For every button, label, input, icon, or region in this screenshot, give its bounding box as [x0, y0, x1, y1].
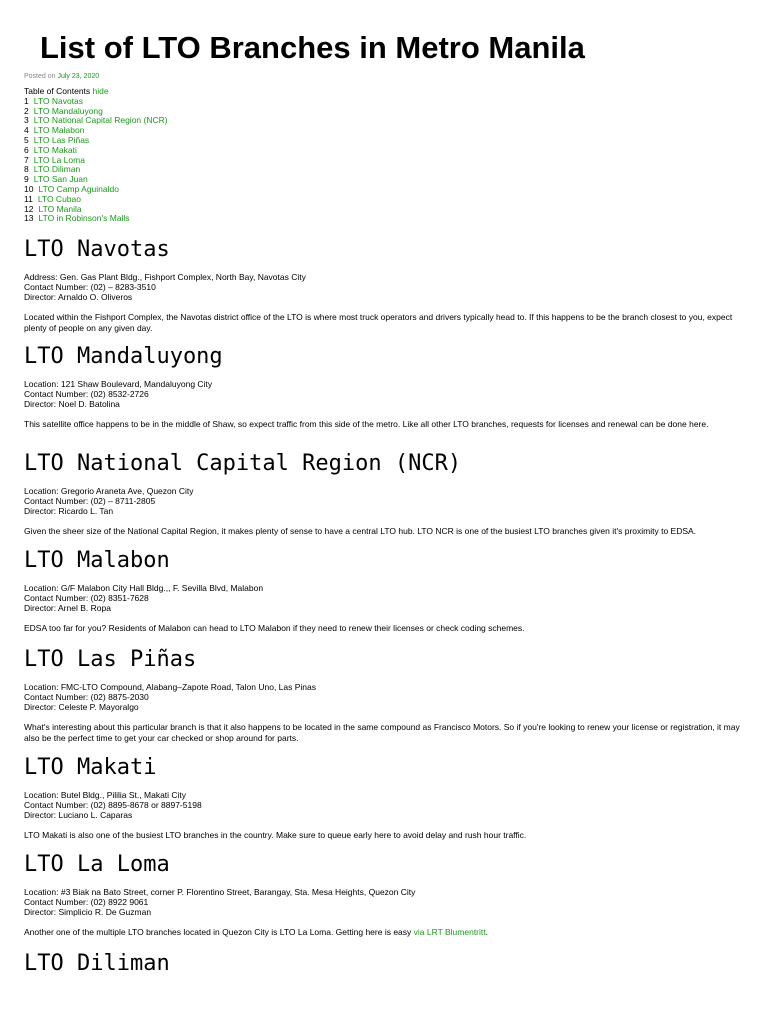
branch-director: Director: Arnel B. Ropa: [24, 603, 111, 613]
branch-details: [24, 790, 744, 820]
branch-description: EDSA too far for you? Residents of Malabon can head to LTO Malabon if they need to renew their licenses or check coding schemes.: [24, 623, 525, 633]
branch-director: Director: Luciano L. Caparas: [24, 810, 133, 820]
toc-item-number: 10: [24, 183, 34, 194]
toc-list: [24, 97, 168, 224]
branch-director: Director: Noel D. Batolina: [24, 399, 120, 409]
toc-item-number: 8: [24, 164, 29, 175]
toc-item-link[interactable]: LTO Manila: [38, 203, 82, 214]
toc-item-link[interactable]: LTO Makati: [33, 144, 77, 155]
branch-section-ncr: [24, 450, 744, 537]
toc-item-number: 5: [24, 134, 29, 145]
section-heading: LTO Mandaluyong: [24, 344, 223, 369]
toc-item-number: 7: [24, 154, 29, 165]
branch-contact: Contact Number: (02) 8532-2726: [24, 389, 149, 399]
posted-date-line: [24, 72, 99, 81]
toc-item: [24, 214, 168, 224]
branch-section-diliman: [24, 950, 744, 978]
toc-item-number: 4: [24, 125, 29, 136]
toc-item-number: 2: [24, 105, 29, 116]
branch-description-text: Another one of the multiple LTO branches located in Quezon City is LTO La Loma. Getting here is easy: [24, 927, 412, 937]
toc-item-link[interactable]: LTO Camp Aguinaldo: [38, 183, 119, 194]
section-heading: LTO National Capital Region (NCR): [24, 451, 462, 476]
branch-description-end: .: [485, 927, 488, 937]
branch-section-la-loma: [24, 851, 744, 938]
branch-description: Given the sheer size of the National Capital Region, it makes plenty of sense to have a central LTO hub. LTO NCR is one of the busiest LTO branches given it's proximity to EDSA.: [24, 526, 697, 536]
branch-location: Location: Gregorio Araneta Ave, Quezon City: [24, 486, 194, 496]
branch-location: Location: FMC-LTO Compound, Alabang–Zapote Road, Talon Uno, Las Pinas: [24, 682, 317, 692]
toc-hide-toggle[interactable]: hide: [92, 86, 109, 96]
branch-location: Location: G/F Malabon City Hall Bldg.,, F. Sevilla Blvd, Malabon: [24, 583, 264, 593]
branch-section-malabon: [24, 547, 744, 634]
page-title: List of LTO Branches in Metro Manila: [40, 30, 585, 65]
branch-section-las-pinas: [24, 646, 744, 743]
toc-item-link[interactable]: LTO Mandaluyong: [33, 105, 103, 116]
section-heading: LTO Malabon: [24, 548, 170, 573]
toc-item-link[interactable]: LTO Las Piñas: [33, 134, 90, 145]
toc-item-link[interactable]: LTO Navotas: [33, 95, 84, 106]
branch-director: Director: Ricardo L. Tan: [24, 506, 114, 516]
toc-item-link[interactable]: LTO San Juan: [33, 174, 88, 185]
section-heading: LTO La Loma: [24, 852, 170, 877]
toc-heading: Table of Contents: [24, 86, 91, 96]
toc-item-link[interactable]: LTO Cubao: [37, 193, 81, 204]
toc-item-link[interactable]: LTO La Loma: [33, 154, 85, 165]
section-heading: LTO Makati: [24, 755, 157, 780]
toc-item-number: 11: [24, 193, 33, 204]
branch-description: LTO Makati is also one of the busiest LTO branches in the country. Make sure to queue early here to avoid delay and rush hour traffic.: [24, 830, 527, 840]
toc-item-number: 13: [24, 213, 34, 224]
toc-item-link[interactable]: LTO Malabon: [33, 125, 85, 136]
branch-director: Director: Arnaldo O. Oliveros: [24, 292, 133, 302]
branch-contact: Contact Number: (02) 8895-8678 or 8897-5198: [24, 800, 202, 810]
branch-details: [24, 583, 744, 613]
branch-contact: Contact Number: (02) 8351-7628: [24, 593, 149, 603]
toc-item-link[interactable]: LTO Diliman: [33, 164, 81, 175]
branch-location: Address: Gen. Gas Plant Bldg., Fishport Complex, North Bay, Navotas City: [24, 272, 306, 282]
branch-contact: Contact Number: (02) – 8283-3510: [24, 282, 156, 292]
section-heading: LTO Navotas: [24, 237, 170, 262]
posted-prefix: Posted on: [24, 73, 56, 80]
branch-description: Located within the Fishport Complex, the Navotas district office of the LTO is where most truck operators and drivers typically head to. If this happens to be the branch closest to you, expect plenty of people on any given day.: [24, 312, 733, 333]
branch-description: What's interesting about this particular branch is that it also happens to be located in the same compound as Francisco Motors. So if you're looking to renew your license or registration, it may also be the perfect time to get your car checked or shop around for parts.: [24, 722, 740, 743]
branch-contact: Contact Number: (02) 8875-2030: [24, 692, 149, 702]
toc-item-link[interactable]: LTO National Capital Region (NCR): [33, 115, 168, 126]
section-heading: LTO Diliman: [24, 951, 170, 976]
branch-description: [24, 927, 742, 938]
branch-contact: Contact Number: (02) – 8711-2805: [24, 496, 156, 506]
branch-section-makati: [24, 754, 744, 841]
branch-details: [24, 486, 744, 516]
branch-details: [24, 272, 744, 302]
branch-director: Director: Celeste P. Mayoralgo: [24, 702, 139, 712]
branch-contact: Contact Number: (02) 8922 9061: [24, 897, 149, 907]
branch-director: Director: Simplicio R. De Guzman: [24, 907, 152, 917]
branch-details: [24, 682, 744, 712]
lrt-blumentritt-link[interactable]: via LRT Blumentritt: [413, 927, 486, 937]
branch-section-mandaluyong: [24, 343, 744, 430]
section-heading: LTO Las Piñas: [24, 647, 197, 672]
toc-item-number: 9: [24, 174, 29, 185]
table-of-contents: [24, 87, 168, 224]
toc-item-number: 12: [24, 203, 34, 214]
branch-location: Location: Butel Bldg., Pililia St., Makati City: [24, 790, 187, 800]
branch-description: This satellite office happens to be in the middle of Shaw, so expect traffic from this side of the metro. Like all other LTO branches, requests for licenses and renewal can be done here.: [24, 419, 709, 429]
branch-details: [24, 887, 744, 917]
branch-location: Location: 121 Shaw Boulevard, Mandaluyong City: [24, 379, 213, 389]
posted-date-link[interactable]: July 23, 2020: [57, 73, 100, 80]
branch-section-navotas: [24, 236, 744, 333]
toc-item-number: 3: [24, 115, 29, 126]
toc-item-number: 1: [24, 95, 29, 106]
branch-details: [24, 379, 744, 409]
toc-item-number: 6: [24, 144, 29, 155]
toc-item-link[interactable]: LTO in Robinson's Malls: [38, 213, 130, 224]
branch-location: Location: #3 Biak na Bato Street, corner P. Florentino Street, Barangay, Sta. Mesa Heights, Quezon City: [24, 887, 416, 897]
